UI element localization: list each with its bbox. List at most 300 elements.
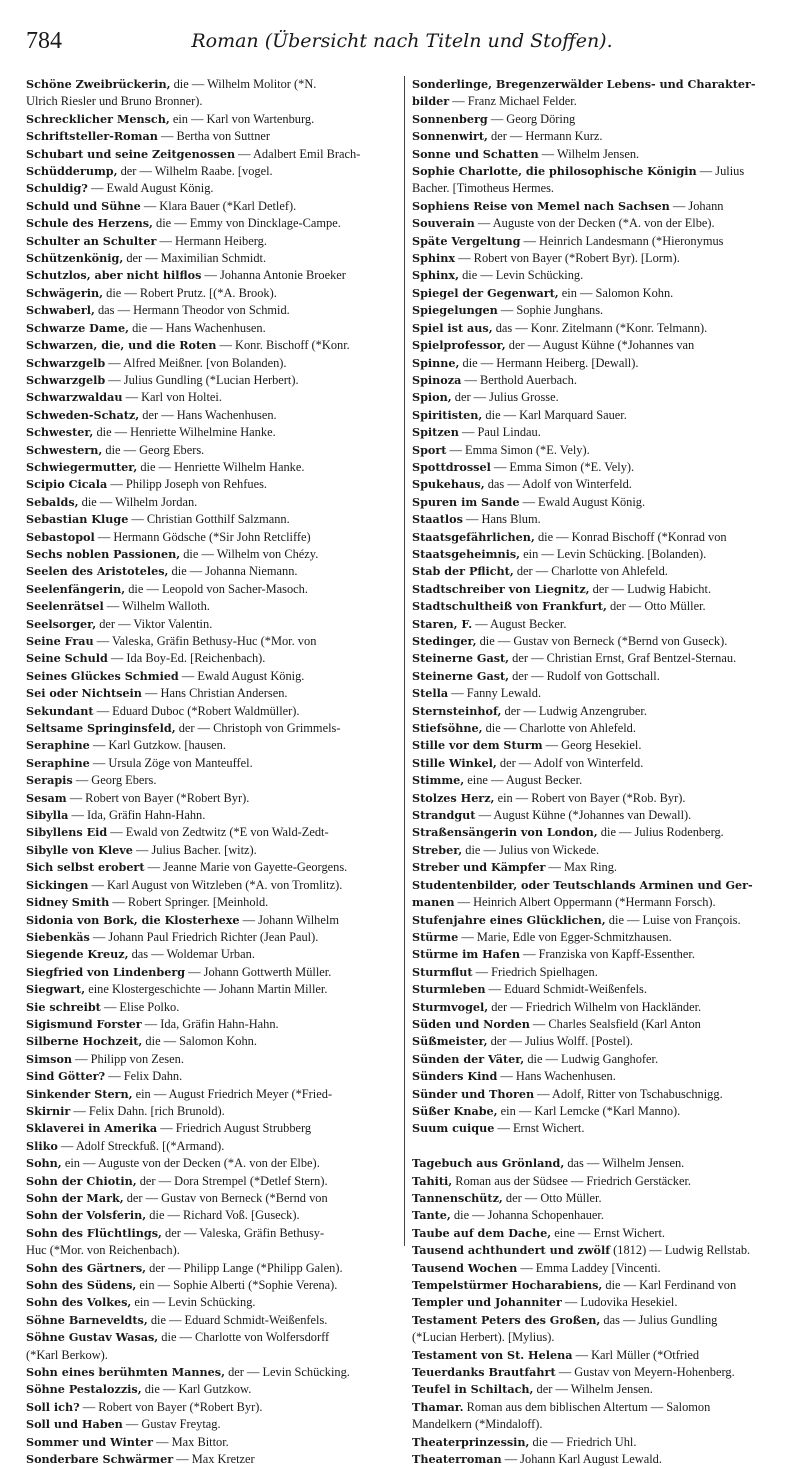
entry-title: Schwarze Dame,: [26, 320, 129, 335]
entry-author: — Paul Lindau.: [458, 425, 541, 440]
entry-author: — Bertha von Suttner: [157, 129, 271, 144]
entry-title: Sohn der Chiotin,: [26, 1173, 137, 1188]
index-entry: [412, 1120, 790, 1137]
entry-author: die — Henriette Wilhelmine Hanke.: [93, 425, 276, 440]
entry-title: Siegfried von Lindenberg: [26, 964, 186, 979]
entry-title: Schwarzwaldau: [26, 390, 123, 405]
page-number: 784: [26, 28, 62, 54]
entry-author: der — Gustav von Berneck (*Bernd von: [123, 1191, 328, 1205]
entry-title: Siebenkäs: [26, 929, 90, 944]
index-entry: [26, 355, 404, 372]
entry-author: — Friedrich August Strubberg: [157, 1121, 312, 1136]
index-entry: [26, 93, 404, 110]
entry-title: Stürme im Hafen: [412, 947, 520, 962]
entry-author: die — Leopold von Sacher-Masoch.: [125, 581, 308, 596]
entry-author: die — Richard Voß. [Guseck).: [146, 1208, 300, 1223]
entry-title: Sebastopol: [26, 529, 95, 544]
index-entry: [26, 198, 404, 215]
index-entry: [26, 128, 404, 145]
entry-title: Seltsame Springinsfeld,: [26, 721, 176, 736]
entry-title: Sohn eines berühmten Mannes,: [26, 1365, 225, 1380]
entry-title: Spiritisten,: [412, 407, 483, 422]
entry-author: der — Wilhelm Raabe. [vogel.: [117, 164, 273, 179]
entry-title: Serapis: [26, 773, 73, 788]
entry-author: — Karl August von Witzleben (*A. von Tromlitz).: [88, 877, 343, 892]
index-entry: [26, 1086, 404, 1103]
entry-author: — Hermann Heiberg.: [156, 233, 267, 248]
entry-author: — Gustav Freytag.: [122, 1417, 221, 1432]
entry-author: — Johann Wilhelm: [239, 912, 339, 927]
entry-author: — Julius: [696, 164, 745, 179]
entry-author: die — Wilhelm von Chézy.: [180, 546, 319, 561]
section-gap: [412, 1138, 790, 1155]
index-entry: [412, 267, 790, 284]
index-entry: [412, 355, 790, 372]
entry-author: die — Karl Gutzkow.: [141, 1382, 252, 1397]
index-entry: [412, 1051, 790, 1068]
entry-author: eine Klostergeschichte — Johann Martin Miller.: [85, 982, 328, 997]
entry-title: Spottdrossel: [412, 459, 491, 474]
index-entry: [412, 981, 790, 998]
index-entry: [412, 842, 790, 859]
index-entry: [412, 215, 790, 232]
entry-title: Sophie Charlotte, die philosophische Königin: [412, 164, 697, 179]
entry-title: Sie schreibt: [26, 999, 101, 1014]
index-entry: [26, 146, 404, 163]
entry-title: manen: [412, 895, 455, 910]
entry-author: die — Henriette Wilhelm Hanke.: [137, 459, 305, 474]
index-entry: [26, 1312, 404, 1329]
entry-title: Schuld und Sühne: [26, 198, 141, 213]
index-entry: [412, 1173, 790, 1190]
index-entry: [26, 720, 404, 737]
index-entry: [412, 894, 790, 911]
entry-title: Teufel in Schiltach,: [412, 1382, 534, 1397]
index-entry: [412, 529, 790, 546]
index-entry: [26, 894, 404, 911]
index-entry: [412, 459, 790, 476]
entry-author: — Karl Müller (*Otfried: [572, 1347, 700, 1362]
index-entry: [26, 824, 404, 841]
entry-title: Schwester,: [26, 425, 94, 440]
entry-title: Sohn des Volkes,: [26, 1295, 132, 1310]
index-entry: [26, 755, 404, 772]
entry-title: Seraphine: [26, 755, 90, 770]
index-entry: [412, 93, 790, 110]
entry-title: Spinne,: [412, 355, 460, 370]
entry-author: — Elise Polko.: [100, 999, 180, 1014]
index-entry: [26, 372, 404, 389]
index-entry: [412, 685, 790, 702]
entry-title: Sebalds,: [26, 494, 79, 509]
index-entry: [412, 720, 790, 737]
index-entry: [412, 790, 790, 807]
entry-author: — Max Bittor.: [153, 1434, 229, 1449]
entry-author: — Ewald August König.: [178, 668, 305, 683]
entry-author: der — Julius Grosse.: [451, 390, 559, 405]
entry-author: — Johann: [669, 198, 724, 213]
entry-author: der — Dora Strempel (*Detlef Stern).: [136, 1173, 328, 1188]
index-entry: [26, 1347, 404, 1364]
entry-title: Sickingen: [26, 877, 89, 892]
entry-title: Sommer und Winter: [26, 1434, 154, 1449]
index-entry: [26, 1364, 404, 1381]
entry-title: Teuerdanks Brautfahrt: [412, 1365, 556, 1380]
entry-title: Sechs noblen Passionen,: [26, 546, 181, 561]
index-entry: [412, 616, 790, 633]
entry-author: die — Hans Wachenhusen.: [128, 320, 266, 335]
entry-title: Steinerne Gast,: [412, 668, 510, 683]
entry-author: — Felix Dahn.: [105, 1069, 183, 1084]
entry-title: Sibylla: [26, 808, 69, 823]
entry-author: — Ewald August König.: [87, 181, 214, 196]
index-entry: [26, 180, 404, 197]
index-entry: [26, 1434, 404, 1451]
entry-title: Schwarzgelb: [26, 355, 106, 370]
entry-title: Sigismund Forster: [26, 1016, 142, 1031]
entry-title: Stille vor dem Sturm: [412, 738, 543, 753]
entry-author: der — Otto Müller.: [502, 1190, 602, 1205]
index-entry: [412, 337, 790, 354]
entry-author: das — Adolf von Winterfeld.: [484, 477, 632, 492]
entry-author: der — Christoph von Grimmels-: [175, 721, 341, 736]
entry-title: Suum cuique: [412, 1121, 495, 1136]
index-entry: [26, 633, 404, 650]
entry-title: Süßer Knabe,: [412, 1103, 498, 1118]
entry-title: Tausend achthundert und zwölf: [412, 1243, 611, 1258]
entry-author: Mandelkern (*Mindaloff).: [412, 1417, 543, 1432]
entry-author: — Gustav von Meyern-Hohenberg.: [555, 1365, 735, 1380]
entry-title: Schwägerin,: [26, 285, 104, 300]
index-entry: [412, 1225, 790, 1242]
entry-title: Spiegelungen: [412, 303, 498, 318]
index-entry: [412, 859, 790, 876]
entry-title: Schwarzen, die, und die Roten: [26, 338, 217, 353]
entry-author: der — Julius Wolff. [Postel).: [487, 1034, 633, 1049]
entry-title: Sohn des Gärtners,: [26, 1260, 147, 1275]
entry-author: der — Levin Schücking.: [224, 1365, 350, 1380]
entry-author: (1812) — Ludwig Rellstab.: [610, 1243, 751, 1258]
index-entry: [26, 442, 404, 459]
entry-author: — Eduard Schmidt-Weißenfels.: [485, 982, 647, 997]
entry-title: Stimme,: [412, 773, 465, 788]
entry-title: Sturmvogel,: [412, 999, 489, 1014]
index-entry: [26, 389, 404, 406]
index-entry: [412, 1451, 790, 1468]
entry-author: die — Karl Marquard Sauer.: [482, 407, 627, 422]
index-entry: [26, 546, 404, 563]
entry-author: ein — Karl von Wartenburg.: [169, 111, 315, 126]
index-entry: [412, 198, 790, 215]
entry-author: die — Georg Ebers.: [102, 442, 205, 457]
entry-title: Tempelstürmer Hocharabiens,: [412, 1278, 603, 1293]
entry-author: — Hans Wachenhusen.: [497, 1069, 616, 1084]
entry-title: Strandgut: [412, 808, 476, 823]
entry-title: Stufenjahre eines Glücklichen,: [412, 912, 606, 927]
index-entry: [412, 1207, 790, 1224]
entry-title: Sidonia von Bork, die Klosterhexe: [26, 912, 240, 927]
index-entry: [412, 1155, 790, 1172]
entry-author: — Hermann Gödsche (*Sir John Retcliffe): [94, 529, 311, 544]
entry-title: Schubart und seine Zeitgenossen: [26, 146, 236, 161]
index-entry: [412, 877, 790, 894]
index-entry: [412, 442, 790, 459]
index-entry: [26, 807, 404, 824]
index-entry: [26, 1277, 404, 1294]
index-entry: [26, 877, 404, 894]
entry-title: Straßensängerin von London,: [412, 825, 598, 840]
index-entry: [412, 1294, 790, 1311]
entry-title: Tannenschütz,: [412, 1190, 503, 1205]
index-entry: [412, 807, 790, 824]
entry-author: (*Lucian Herbert). [Mylius).: [412, 1330, 555, 1345]
index-entry: [26, 424, 404, 441]
entry-author: der — Wilhelm Jensen.: [533, 1382, 653, 1397]
index-entry: [26, 233, 404, 250]
index-entry: [412, 946, 790, 963]
index-entry: [412, 1033, 790, 1050]
entry-title: Spielprofessor,: [412, 338, 506, 353]
entry-title: Seelsorger,: [26, 616, 97, 631]
entry-author: — Robert von Bayer (*Robert Byr). [Lorm).: [455, 251, 680, 266]
entry-author: — Sophie Junghans.: [497, 303, 604, 318]
entry-author: der — Valeska, Gräfin Bethusy-: [161, 1225, 325, 1240]
entry-author: die — Karl Ferdinand von: [602, 1278, 737, 1293]
entry-title: Testament von St. Helena: [412, 1347, 573, 1362]
entry-title: Sohn,: [26, 1156, 62, 1171]
index-entry: [412, 546, 790, 563]
entry-title: Staren, F.: [412, 616, 473, 631]
index-entry: [26, 1173, 404, 1190]
entry-author: — August Kühne (*Johannes van Dewall).: [475, 808, 692, 823]
entry-title: Söhne Barneveldts,: [26, 1312, 148, 1327]
entry-author: ein — Sophie Alberti (*Sophie Verena).: [136, 1278, 338, 1293]
index-entry: [412, 1364, 790, 1381]
index-entry: [26, 285, 404, 302]
index-entry: [26, 267, 404, 284]
entry-author: — Alfred Meißner. [von Bolanden).: [105, 355, 287, 370]
entry-title: Templer und Johanniter: [412, 1295, 562, 1310]
entry-title: Theaterroman: [412, 1452, 502, 1467]
entry-author: Roman aus dem biblischen Altertum — Salomon: [463, 1399, 711, 1414]
index-entry: [26, 1416, 404, 1433]
entry-title: Schuldig?: [26, 181, 88, 196]
entry-author: — August Becker.: [472, 616, 567, 631]
entry-title: Testament Peters des Großen,: [412, 1312, 601, 1327]
entry-title: Seine Frau: [26, 634, 94, 648]
index-entry: [26, 1068, 404, 1085]
index-entry: [412, 563, 790, 580]
entry-title: Sphinx,: [412, 268, 459, 283]
index-entry: [412, 302, 790, 319]
index-entry: [412, 1347, 790, 1364]
index-entry: [26, 581, 404, 598]
index-entry: [412, 128, 790, 145]
index-entry: [412, 76, 790, 93]
entry-title: Soll ich?: [26, 1399, 80, 1414]
entry-title: Spuren im Sande: [412, 494, 520, 509]
entry-author: — Ludovika Hesekiel.: [561, 1295, 678, 1310]
index-entry: [26, 703, 404, 720]
index-entry: [26, 76, 404, 93]
index-entry: [412, 320, 790, 337]
index-entry: [26, 842, 404, 859]
index-entry: [26, 337, 404, 354]
entry-author: — Hans Blum.: [462, 512, 541, 527]
entry-author: das — Hermann Theodor von Schmid.: [94, 303, 290, 318]
entry-title: Sünders Kind: [412, 1069, 498, 1084]
entry-author: die — Eduard Schmidt-Weißenfels.: [147, 1312, 328, 1327]
entry-author: — Emma Laddey [Vincenti.: [517, 1260, 661, 1275]
entry-author: — Georg Hesekiel.: [542, 738, 642, 753]
entry-author: die — Charlotte von Wolfersdorff: [158, 1330, 330, 1345]
entry-title: Stille Winkel,: [412, 755, 497, 770]
entry-author: Roman aus der Südsee — Friedrich Gerstäcker.: [452, 1173, 692, 1188]
index-entry: [412, 1416, 790, 1433]
entry-author: die — Wilhelm Jordan.: [78, 494, 198, 509]
index-entry: [26, 250, 404, 267]
entry-author: der — Ludwig Anzengruber.: [501, 703, 647, 718]
entry-author: — Fanny Lewald.: [448, 686, 542, 701]
index-entry: [26, 1399, 404, 1416]
entry-title: Sohn des Südens,: [26, 1278, 137, 1293]
entry-title: Spiegel der Gegenwart,: [412, 285, 559, 300]
entry-title: Schüdderump,: [26, 164, 118, 179]
entry-author: — Johann Karl August Lewald.: [501, 1452, 662, 1467]
entry-author: das — Woldemar Urban.: [128, 947, 255, 962]
entry-author: die — Emmy von Dincklage-Campe.: [152, 216, 341, 231]
entry-title: Schwestern,: [26, 442, 103, 457]
entry-title: Taube auf dem Dache,: [412, 1225, 552, 1240]
entry-title: Thamar.: [412, 1399, 464, 1414]
entry-author: die — Konrad Bischoff (*Konrad von: [534, 529, 727, 544]
entry-title: Sturmleben: [412, 982, 486, 997]
index-entry: [26, 1120, 404, 1137]
entry-title: bilder: [412, 94, 450, 109]
entry-author: — Franz Michael Felder.: [449, 94, 577, 109]
entry-title: Sturmflut: [412, 964, 473, 979]
entry-author: die — Salomon Kohn.: [142, 1034, 257, 1049]
index-entry: [26, 929, 404, 946]
entry-author: — Philipp von Zesen.: [72, 1051, 184, 1066]
entry-title: Seraphine: [26, 738, 90, 753]
entry-author: ein — Auguste von der Decken (*A. von der Elbe).: [61, 1156, 320, 1171]
index-entry: [26, 737, 404, 754]
entry-author: ein — August Friedrich Meyer (*Fried-: [132, 1086, 333, 1101]
entry-author: Bacher. [Timotheus Hermes.: [412, 181, 555, 196]
entry-title: Tante,: [412, 1208, 451, 1223]
entry-author: — Max Kretzer: [173, 1452, 255, 1467]
right-column: [412, 76, 790, 1468]
entry-title: Sidney Smith: [26, 895, 110, 910]
entry-author: der — August Kühne (*Johannes van: [505, 338, 695, 353]
index-entry: [412, 737, 790, 754]
entry-title: Stab der Pflicht,: [412, 564, 514, 579]
entry-author: — Christian Gotthilf Salzmann.: [128, 512, 290, 527]
index-entry: [26, 302, 404, 319]
index-entry: [26, 1225, 404, 1242]
index-entry: [412, 372, 790, 389]
entry-author: — Emma Simon (*E. Vely).: [446, 442, 590, 457]
entry-title: Sesam: [26, 790, 67, 805]
entry-title: Seelen des Aristoteles,: [26, 564, 169, 579]
entry-author: — Felix Dahn. [rich Brunold).: [70, 1103, 225, 1118]
entry-author: die — Robert Prutz. [(*A. Brook).: [103, 285, 277, 300]
entry-author: die — Johanna Schopenhauer.: [450, 1208, 604, 1223]
entry-author: der — Adolf von Winterfeld.: [496, 755, 644, 770]
index-entry: [412, 511, 790, 528]
entry-author: die — Luise von François.: [605, 912, 741, 927]
index-entry: [412, 1068, 790, 1085]
index-entry: [412, 476, 790, 493]
entry-title: Stedinger,: [412, 634, 477, 648]
entry-author: die — Julius von Wickede.: [462, 842, 600, 857]
index-entry: [412, 1242, 790, 1259]
entry-title: Sternsteinhof,: [412, 703, 502, 718]
entry-author: das — Wilhelm Jensen.: [564, 1156, 685, 1171]
index-entry: [412, 703, 790, 720]
entry-title: Studentenbilder, oder Teutschlands Arminen und Ger-: [412, 877, 753, 892]
entry-author: eine — Ernst Wichert.: [551, 1225, 666, 1240]
index-entry: [412, 163, 790, 180]
index-entry: [26, 1294, 404, 1311]
index-entry: [26, 685, 404, 702]
entry-author: — Robert von Bayer (*Robert Byr).: [66, 790, 250, 805]
entry-title: Söhne Gustav Wasas,: [26, 1330, 159, 1345]
entry-title: Scipio Cicala: [26, 477, 108, 492]
entry-title: Silberne Hochzeit,: [26, 1034, 143, 1049]
entry-author: — Ursula Zöge von Manteuffel.: [89, 755, 253, 770]
entry-author: der — Rudolf von Gottschall.: [509, 668, 660, 683]
index-entry: [26, 407, 404, 424]
index-entry: [26, 1033, 404, 1050]
index-entry: [26, 1051, 404, 1068]
entry-author: die — Wilhelm Molitor (*N.: [170, 77, 317, 91]
index-entry: [412, 424, 790, 441]
entry-author: — Johann Gottwerth Müller.: [185, 964, 332, 979]
entry-author: — Charles Sealsfield (Karl Anton: [529, 1016, 701, 1031]
entry-author: — Berthold Auerbach.: [461, 372, 577, 387]
entry-author: der — Ludwig Habicht.: [589, 581, 712, 596]
index-entry: [412, 1103, 790, 1120]
entry-title: Staatsgefährlichen,: [412, 529, 535, 544]
index-entry: [26, 111, 404, 128]
entry-title: Süßmeister,: [412, 1034, 488, 1049]
entry-title: Sind Götter?: [26, 1069, 106, 1084]
entry-title: Söhne Pestalozzis,: [26, 1382, 142, 1397]
entry-author: — Valeska, Gräfin Bethusy-Huc (*Mor. von: [93, 634, 317, 648]
entry-title: Sonderlinge, Bregenzerwälder Lebens- und Charakter-: [412, 77, 756, 91]
index-entry: [412, 755, 790, 772]
entry-author: — Adolf, Ritter von Tschabuschnigg.: [534, 1086, 723, 1101]
index-entry: [412, 1434, 790, 1451]
index-entry: [412, 999, 790, 1016]
index-entry: [26, 946, 404, 963]
entry-title: Sohn der Mark,: [26, 1191, 124, 1205]
entry-author: der — Christian Ernst, Graf Bentzel-Sternau.: [509, 651, 737, 666]
index-entry: [412, 772, 790, 789]
index-entry: [26, 320, 404, 337]
entry-author: — Karl Gutzkow. [hausen.: [89, 738, 226, 753]
index-entry: [412, 250, 790, 267]
index-entry: [412, 581, 790, 598]
page-header: [26, 28, 778, 68]
index-entry: [26, 912, 404, 929]
entry-title: Sonderbare Schwärmer: [26, 1452, 174, 1467]
entry-title: Sinkender Stern,: [26, 1086, 133, 1101]
index-entry: [26, 772, 404, 789]
entry-title: Spion,: [412, 390, 452, 405]
